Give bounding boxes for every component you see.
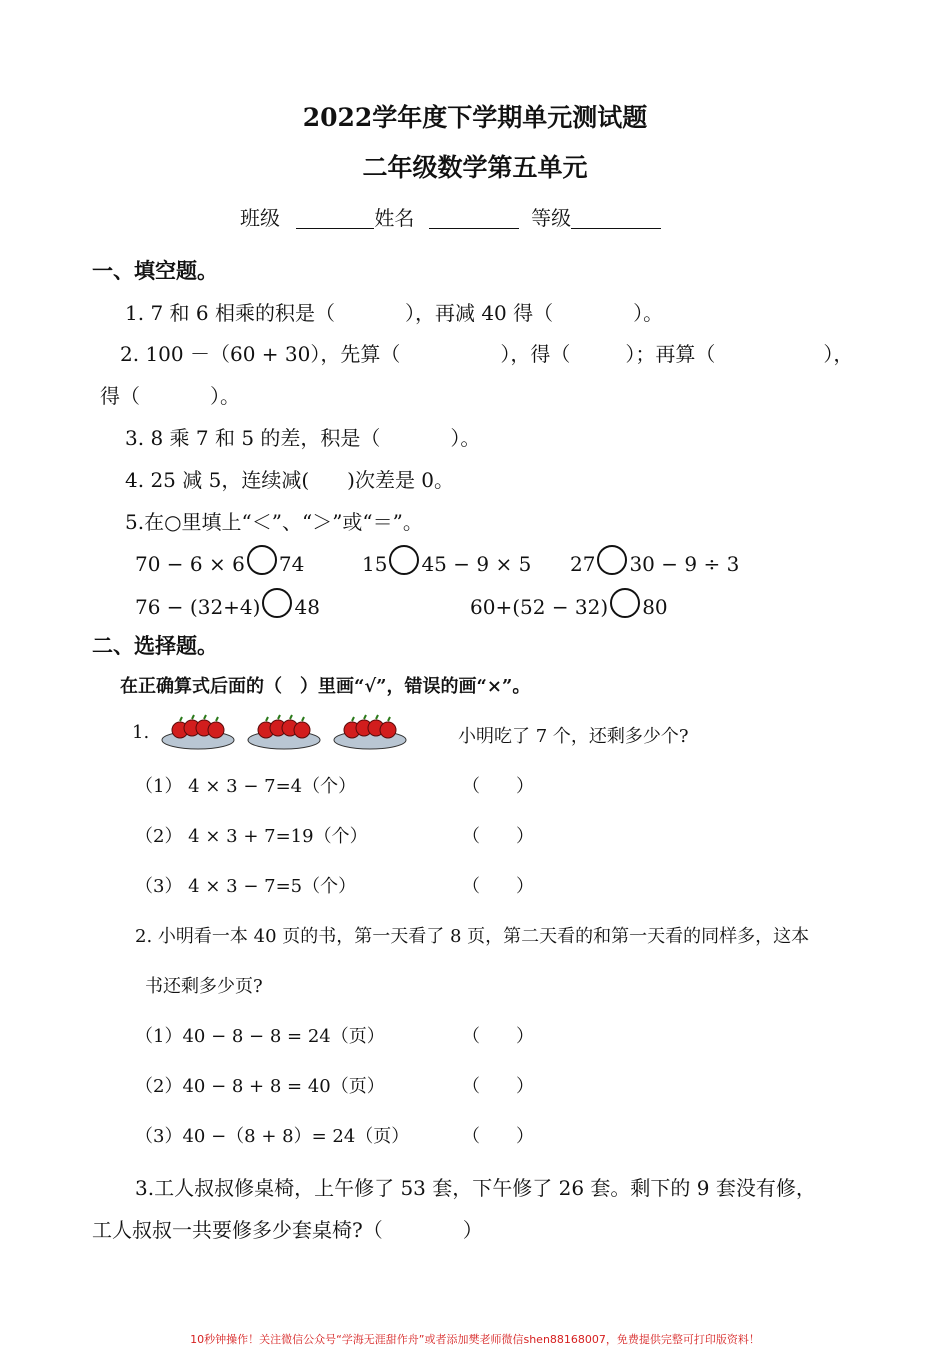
q1-part-a: 1. 7 和 6 相乘的积是（ — [125, 301, 335, 325]
compare-item-4 — [135, 588, 320, 619]
section2-heading: 二、选择题。 — [92, 633, 218, 658]
q1-part-c: ）。 — [633, 301, 664, 325]
s2-q3-part-b: ） — [462, 1218, 483, 1242]
compare-left: 15 — [362, 552, 388, 576]
compare-right: 80 — [642, 595, 668, 619]
name-label: 姓名 — [374, 206, 415, 230]
name-blank — [429, 208, 519, 229]
page-subtitle: 二年级数学第五单元 — [362, 153, 588, 182]
answer-circle[interactable] — [262, 588, 292, 618]
section2-instruction: 在正确算式后面的（ ）里画“√”，错误的画“×”。 — [120, 676, 531, 697]
q1-part-b: ），再减 40 得（ — [404, 301, 554, 325]
question-1 — [125, 297, 663, 326]
s2-q2-text-line2: 书还剩多少页? — [145, 976, 263, 997]
q2-part-d: ）， — [823, 342, 854, 366]
grade-blank — [571, 208, 661, 229]
answer-circle[interactable] — [389, 545, 419, 575]
question-2-cont — [100, 380, 240, 409]
answer-circle[interactable] — [610, 588, 640, 618]
s2-q1-option-2: （2） 4 × 3 + 7=19（个） — [135, 826, 368, 847]
plate-icon — [162, 715, 234, 749]
q2-part-e: 得（ — [100, 384, 140, 408]
s2-q3-text-line1: 3.工人叔叔修桌椅，上午修了 53 套，下午修了 26 套。剩下的 9 套没有修， — [135, 1176, 816, 1200]
page-title: 2022学年度下学期单元测试题 — [302, 103, 648, 132]
answer-circle[interactable] — [247, 545, 277, 575]
compare-item-3 — [570, 545, 739, 576]
question-5: 5.在○里填上“＜”、“＞”或“＝”。 — [125, 510, 423, 534]
q3-part-a: 3. 8 乘 7 和 5 的差，积是（ — [125, 426, 381, 450]
compare-item-5 — [470, 588, 668, 619]
answer-circle[interactable] — [597, 545, 627, 575]
compare-right: 30 − 9 ÷ 3 — [629, 552, 740, 576]
s2-q3-part-a: 工人叔叔一共要修多少套桌椅?（ — [92, 1218, 383, 1242]
compare-left: 76 − (32+4) — [135, 595, 261, 619]
question-2 — [120, 338, 853, 367]
s2-q1-option-1: （1） 4 × 3 − 7=4（个） — [135, 776, 357, 797]
s2-q3-text-line2 — [92, 1214, 483, 1243]
s2-q2-text-line1: 2. 小明看一本 40 页的书，第一天看了 8 页，第二天看的和第一天看的同样多，这本 — [135, 926, 810, 947]
class-blank — [296, 208, 374, 229]
plate-icon — [248, 715, 320, 749]
s2-q1-text: 小明吃了 7 个，还剩多少个? — [458, 726, 689, 747]
compare-item-1 — [135, 545, 304, 576]
footer-notice: 10秒钟操作！关注微信公众号“学海无涯甜作舟”或者添加樊老师微信shen88168007，免费提供完整可打印版资料！ — [190, 1333, 760, 1346]
grade-label: 等级 — [531, 206, 572, 230]
answer-paren[interactable]: （ ） — [462, 1026, 534, 1047]
s2-q2-option-1: （1）40 − 8 − 8 = 24（页） — [135, 1026, 385, 1047]
answer-paren[interactable]: （ ） — [462, 826, 534, 847]
s2-q1-option-3: （3） 4 × 3 − 7=5（个） — [135, 876, 357, 897]
q2-part-f: ）。 — [210, 384, 240, 408]
q2-part-c: ）；再算（ — [625, 342, 716, 366]
s2-q2-option-2: （2）40 − 8 + 8 = 40（页） — [135, 1076, 385, 1097]
class-label: 班级 — [240, 206, 280, 230]
compare-right: 74 — [278, 552, 305, 576]
answer-paren[interactable]: （ ） — [462, 876, 534, 897]
compare-left: 27 — [570, 552, 596, 576]
q2-part-a: 2. 100 －（60 + 30），先算（ — [120, 342, 401, 366]
info-line — [240, 202, 661, 231]
compare-left: 70 − 6 × 6 — [135, 552, 245, 576]
q2-part-b: ），得（ — [500, 342, 571, 366]
answer-paren[interactable]: （ ） — [462, 1076, 534, 1097]
s2-q1-number: 1. — [132, 722, 150, 743]
answer-paren[interactable]: （ ） — [462, 776, 534, 797]
question-4 — [125, 464, 454, 493]
question-3 — [125, 422, 480, 451]
compare-right: 48 — [294, 595, 320, 619]
plate-icon — [334, 715, 406, 749]
q3-part-b: ）。 — [450, 426, 481, 450]
s2-q2-option-3: （3）40 −（8 + 8）= 24（页） — [135, 1126, 410, 1147]
q4-part-b: )次差是 0。 — [347, 468, 455, 492]
answer-paren[interactable]: （ ） — [462, 1126, 534, 1147]
compare-left: 60+(52 − 32) — [470, 595, 609, 619]
q4-part-a: 4. 25 减 5，连续减( — [125, 468, 310, 492]
compare-item-2 — [362, 545, 531, 576]
section1-heading: 一、填空题。 — [92, 258, 218, 283]
compare-right: 45 − 9 × 5 — [421, 552, 532, 576]
apple-plates-illustration — [160, 708, 420, 752]
